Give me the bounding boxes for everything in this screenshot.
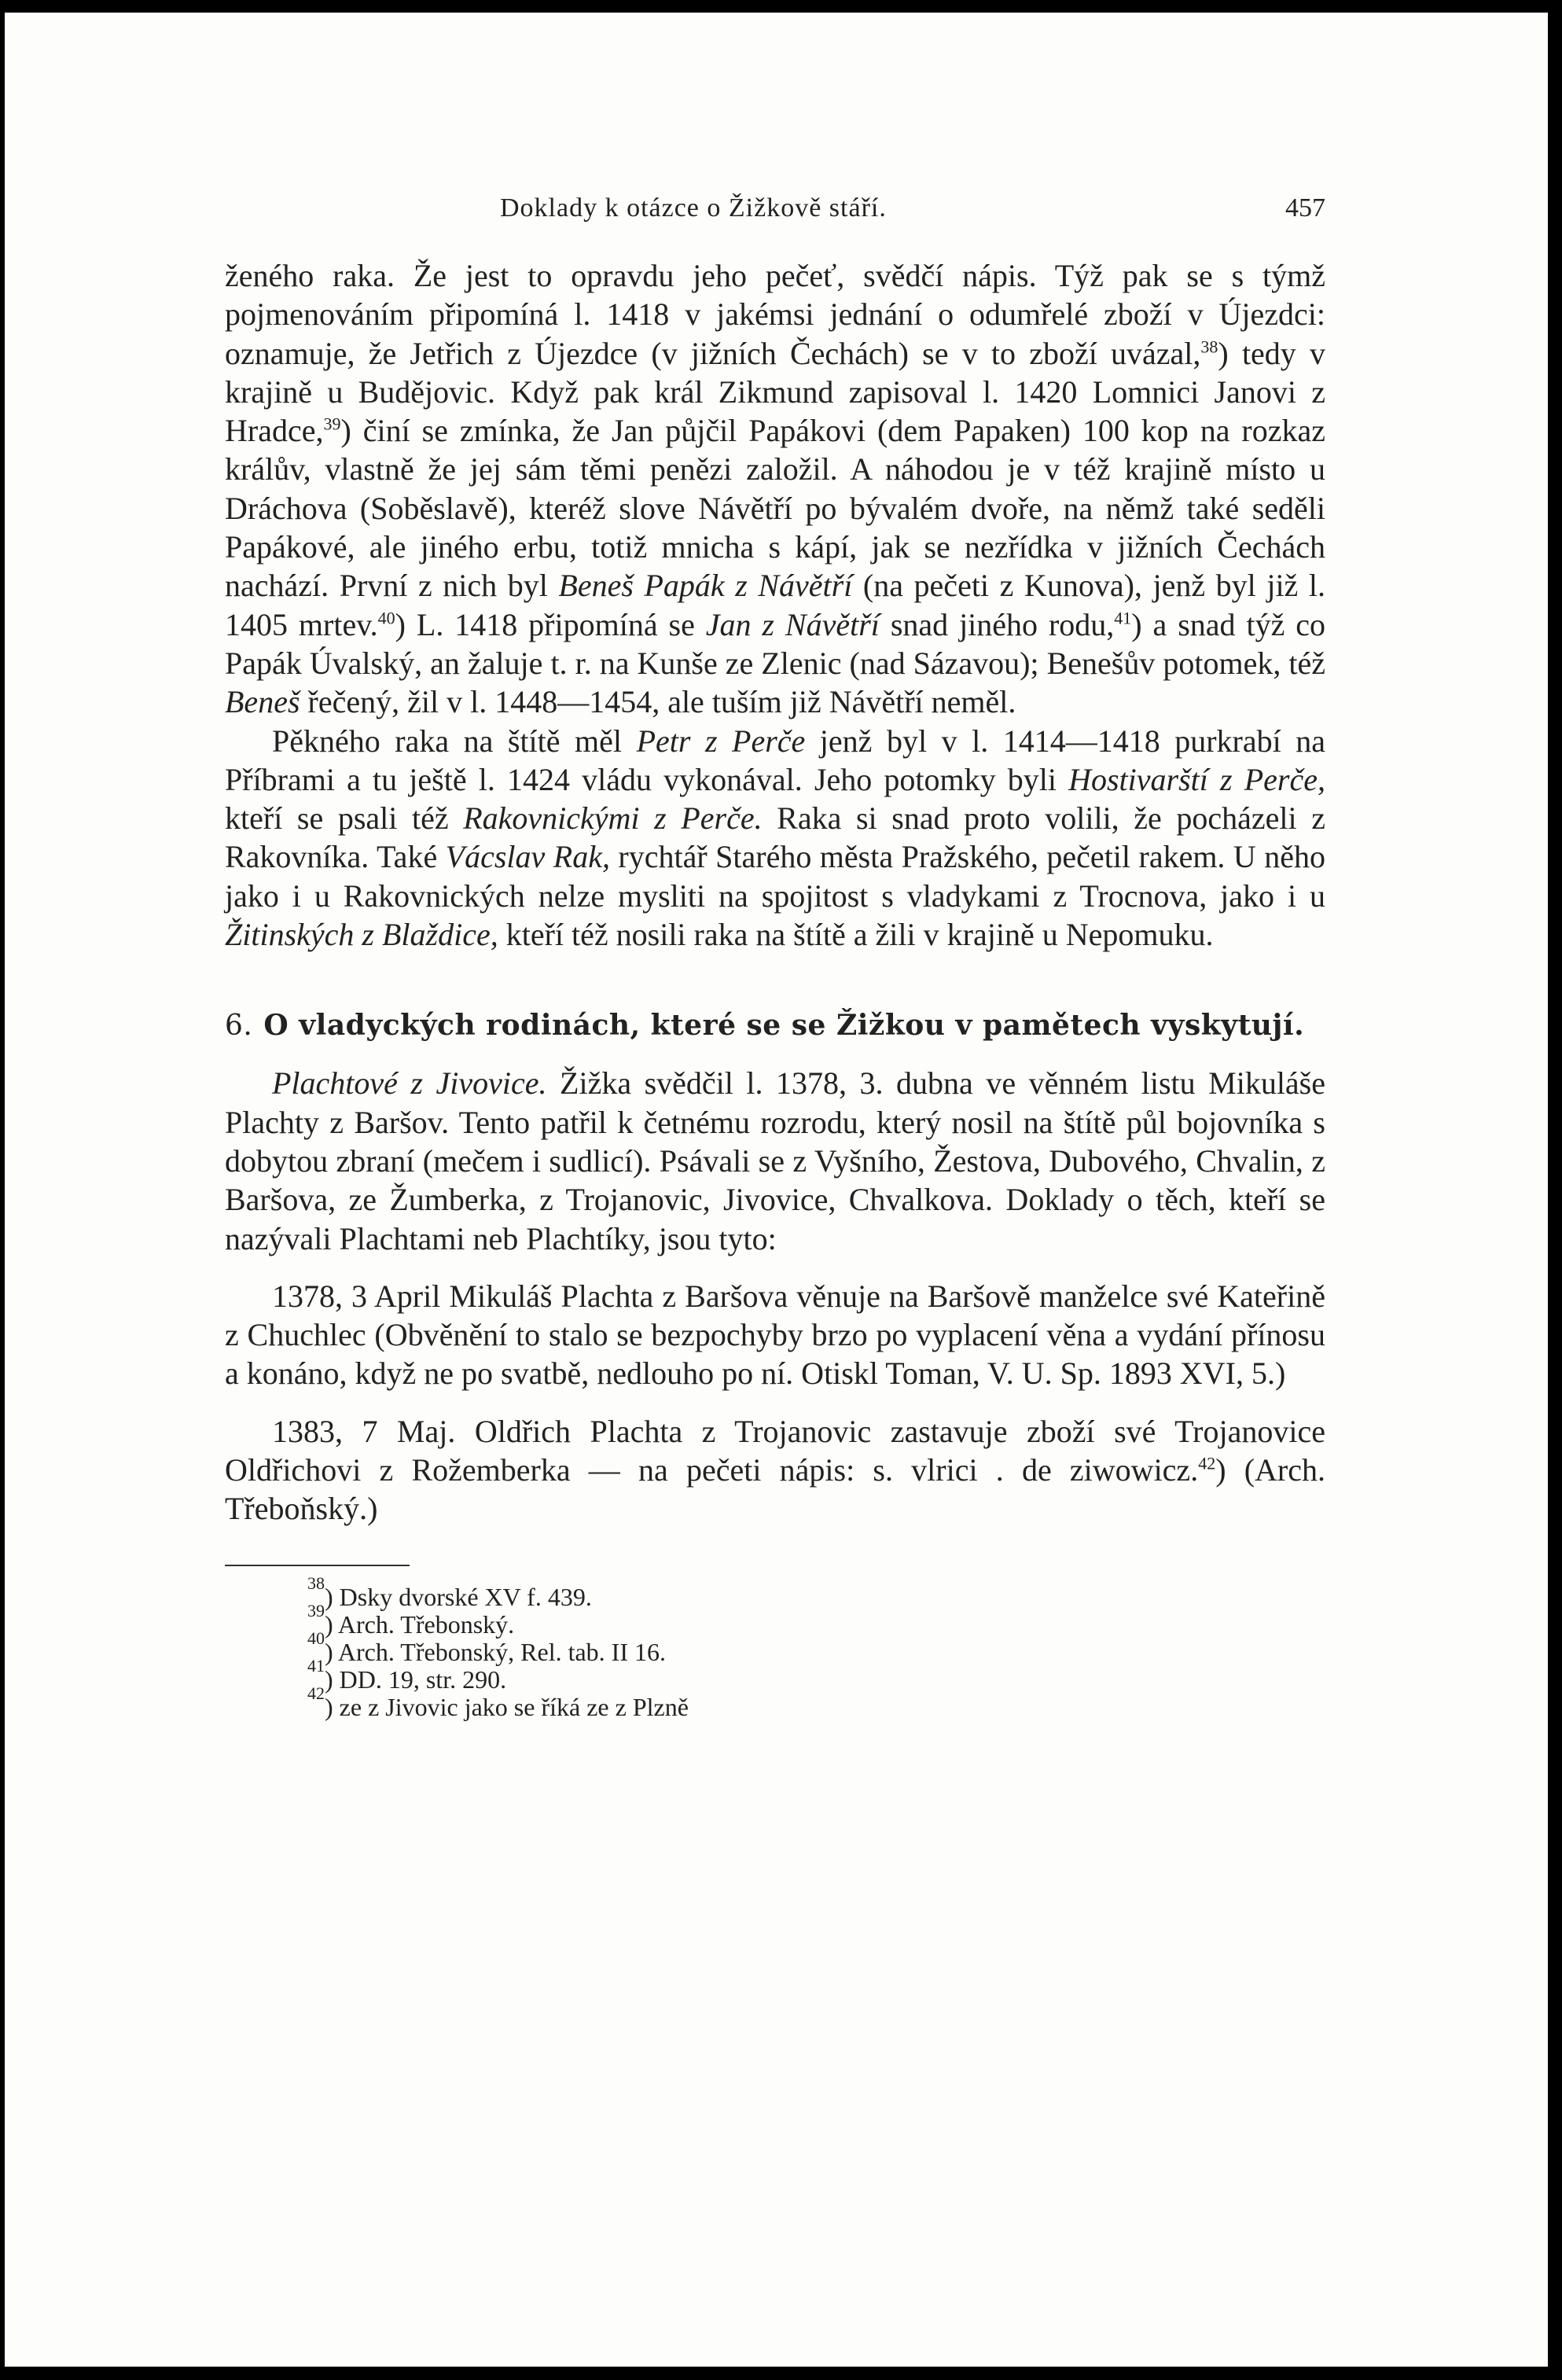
page bbox=[5, 13, 1548, 2367]
running-title: Doklady k otázce o Žižkově stáří. bbox=[500, 193, 887, 223]
footnote-ref: 41 bbox=[1114, 608, 1132, 628]
page-content bbox=[225, 193, 1325, 1721]
body-text bbox=[225, 256, 1325, 1528]
footnote-ref: 42 bbox=[1198, 1453, 1216, 1473]
running-header bbox=[225, 193, 1325, 256]
paragraph: 1378, 3 April Mikuláš Plachta z Baršova věnuje na Baršově manželce své Kateřině z Chuchlec (Obvěnění to stalo se bezpochyby brzo po vyplacení věna a vydání přínosu a konáno, když ne po svatbě, nedlouho po ní. Otiskl Toman, V. U. Sp. 1893 XVI, 5.) bbox=[225, 1278, 1325, 1392]
paragraph: Pěkného raka na štítě měl Petr z Perče jenž byl v l. 1414—1418 purkrabí na Příbrami a tu ještě l. 1424 vládu vykonával. Jeho potomky byli Hostivarští z Perče, kteří se psali též Rakovnickými z Perče. Raka si snad proto volili, že pocházeli z Rakovníka. Také Vácslav Rak, rychtář Starého města Pražského, pečetil rakem. U něho jako i u Rakovnických nelze mysliti na spojitost s vladykami z Trocnova, jako i u Žitinských z Blaždice, kteří též nosili raka na štítě a žili v krajině u Nepomuku. bbox=[225, 723, 1326, 953]
footnote: 42 ) ze z Jivovic jako se říká ze z Plzně bbox=[307, 1683, 689, 1721]
footnote-divider bbox=[225, 1565, 410, 1566]
paragraph: 1383, 7 Maj. Oldřich Plachta z Trojanovic zastavuje zboží své Trojanovice Oldřichovi z Rožemberka — na pečeti nápis: s. vlrici . de ziwowicz.$^{42}$) (Arch. Třeboňský.) bbox=[225, 1413, 1326, 1527]
paragraph: ženého raka. Že jest to opravdu jeho pečeť, svědčí nápis. Týž pak se s týmž pojmenováním připomíná l. 1418 v jakémsi jednání o odumřelé zboží v Újezdci: oznamuje, že Jetřich z Újezdce (v jižních Čechách) se v to zboží uvázal,$^{38}$) tedy v krajině u Budějovic. Když pak král Zikmund zapisoval l. 1420 Lomnici Janovi z Hradce,$^{39}$) činí se zmínka, že Jan půjčil Papákovi (dem Papaken) 100 kop na rozkaz králův, vlastně že jej sám těmi penězi založil. A náhodou je v též krajině místo u Dráchova (Soběslavě), kteréž slove Návětří po bývalém dvoře, na němž také seděli Papákové, ale jiného erbu, totiž mnicha s kápí, jak se nezřídka v jižních Čechách nachází. První z nich byl Beneš Papák z Návětří (na pečeti z Kunova), jenž byl již l. 1405 mrtev.$^{40}$) L. 1418 připomíná se Jan z Návětří snad jiného rodu,$^{41}$) a snad týž co Papák Úvalský, an žaluje t. r. na Kunše ze Zlenic (nad Sázavou); Benešův potomek, též Beneš řečený, žil v l. 1448—1454, ale tuším již Návětří neměl. bbox=[225, 258, 1326, 720]
footnotes bbox=[307, 1573, 1325, 1721]
paragraph: Plachtové z Jivovice. Žižka svědčil l. 1378, 3. dubna ve věnném listu Mikuláše Plachty z Baršov. Tento patřil k četnému rozrodu, který nosil na štítě půl bojovníka s dobytou zbraní (mečem i sudlicí). Psávali se z Vyšního, Žestova, Dubového, Chvalin, z Baršova, ze Žumberka, z Trojanovic, Jivovice, Chvalkova. Doklady o těch, kteří se nazývali Plachtami neb Plachtíky, jsou tyto: bbox=[225, 1065, 1326, 1256]
footnote: 40 ) Arch. Třebonský, Rel. tab. II 16. bbox=[307, 1628, 666, 1666]
page-number: 457 bbox=[1285, 193, 1325, 223]
footnote-ref: 39 bbox=[323, 414, 341, 434]
section-heading: 6. O vladyckých rodinách, které se se Žižkou v pamětech vyskytují. bbox=[225, 1009, 1305, 1043]
footnote-ref: 40 bbox=[377, 608, 395, 628]
footnote: 38 ) Dsky dvorské XV f. 439. bbox=[307, 1573, 592, 1611]
footnote: 41 ) DD. 19, str. 290. bbox=[307, 1655, 507, 1694]
footnote-ref: 38 bbox=[1200, 337, 1218, 357]
footnote: 39 ) Arch. Třebonský. bbox=[307, 1600, 515, 1639]
